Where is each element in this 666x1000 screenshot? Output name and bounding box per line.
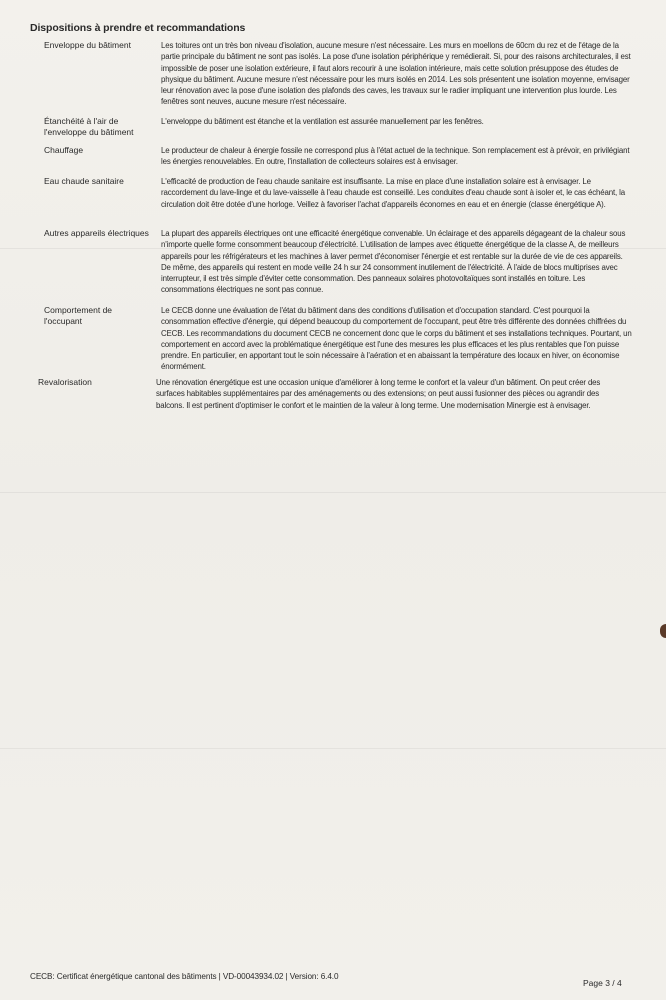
section-text: Le CECB donne une évaluation de l'état du bâtiment dans des conditions d'utilisation et d'occupation standard. C'est pourquoi la consommation effective d'énergie, qui dépend beaucoup du comportement de l'occupant, peut être très différente des données chiffrées du CECB. Les recommandations du document CECB ne concernent donc que le corps du bâtiment et ses installations techniques. Pourtant, un comportement en accord avec la problématique énergétique est l'une des mesures les plus efficaces et les plus rentables que l'on puisse prendre. En particulier, en apportant tout le soin nécessaire à l'aération et en abaissant la température des locaux en hiver, on économise énormément.: [161, 306, 632, 372]
section-text: La plupart des appareils électriques ont une efficacité énergétique convenable. Un éclairage et des appareils dégageant de la chaleur sous n'importe quelle forme consomment beaucoup d'électricité. L'utilisation de lampes avec étiquette énergétique de la classe A, de meilleurs appareils pour les réfrigérateurs et les machines à laver permet d'économiser l'énergie et est rentable sur la durée de vie de ces appareils. De même, des appareils qui restent en mode veille 24 h sur 24 consomment inutilement de l'électricité. À l'aide de blocs multiprises avec interrupteur, il est très simple d'éviter cette consommation. Des panneaux solaires photovoltaïques sont installés en toiture. Les consommations électriques ne sont pas connue.: [161, 229, 626, 295]
section-label: Enveloppe du bâtiment: [44, 40, 131, 50]
section-text: L'efficacité de production de l'eau chaude sanitaire est insuffisante. La mise en place d'une installation solaire est à envisager. Le raccordement du lave-linge et du lave-vaisselle à l'eau chaude est conseillé. Les conduites d'eau chaude sont à isoler et, le cas échéant, la circulation doit être dotée d'une horloge. Veillez à favoriser l'achat d'appareils économes en eau et en énergie (classe énergétique A).: [161, 177, 625, 209]
footer-page-number: Page 3 / 4: [583, 978, 622, 988]
edge-mark: [660, 624, 666, 638]
section-text: Une rénovation énergétique est une occasion unique d'améliorer à long terme le confort et la valeur d'un bâtiment. On peut créer des surfaces habitables supplémentaires par des aménagements ou des extensions; on peut aussi fusionner des pièces ou agrandir des balcons. Il est pertinent d'optimiser le confort et le maintien de la valeur à long terme. Une modernisation Minergie est à envisager.: [156, 378, 601, 410]
section-text: Le producteur de chaleur à énergie fossile ne correspond plus à l'état actuel de la technique. Son remplacement est à prévoir, en privilégiant les énergies renouvelables. En outre, l'installation de collecteurs solaires est à envisager.: [161, 146, 630, 167]
section-label: Eau chaude sanitaire: [44, 176, 124, 186]
page-heading: Dispositions à prendre et recommandations: [30, 22, 246, 34]
section-label: Étanchéité à l'air de l'enveloppe du bâtiment: [44, 116, 134, 138]
section-label: Comportement de l'occupant: [44, 305, 113, 327]
section-text: Les toitures ont un très bon niveau d'isolation, aucune mesure n'est nécessaire. Les murs en moellons de 60cm du rez et de l'étage de la partie principale du bâtiment ne sont pas isolés. La pose d'une isolation périphérique y remédierait. Si, pour des raisons architecturales, il est impossible de poser une isolation extérieure, il faut alors recourir à une isolation intérieure, mais cette solution présuppose des études de physique du bâtiment. Aucune mesure n'est nécessaire pour les murs isolés en 2014. Les sols présentent une isolation moyenne, envisager leur rénovation avec la pose d'une isolation des plafonds des caves, les travaux sur le radier impliquant une intervention plus lourde. Les fenêtres sont neuves, aucune mesure n'est nécessaire.: [161, 41, 631, 107]
paper-fold: [0, 748, 666, 749]
section-text: L'enveloppe du bâtiment est étanche et la ventilation est assurée manuellement par les fenêtres.: [161, 117, 484, 126]
paper-fold: [0, 492, 666, 493]
section-label: Autres appareils électriques: [44, 228, 149, 238]
footer-document-id: CECB: Certificat énergétique cantonal des bâtiments | VD-00043934.02 | Version: 6.4.0: [30, 972, 339, 981]
section-label: Chauffage: [44, 145, 84, 155]
section-label: Revalorisation: [38, 377, 92, 387]
